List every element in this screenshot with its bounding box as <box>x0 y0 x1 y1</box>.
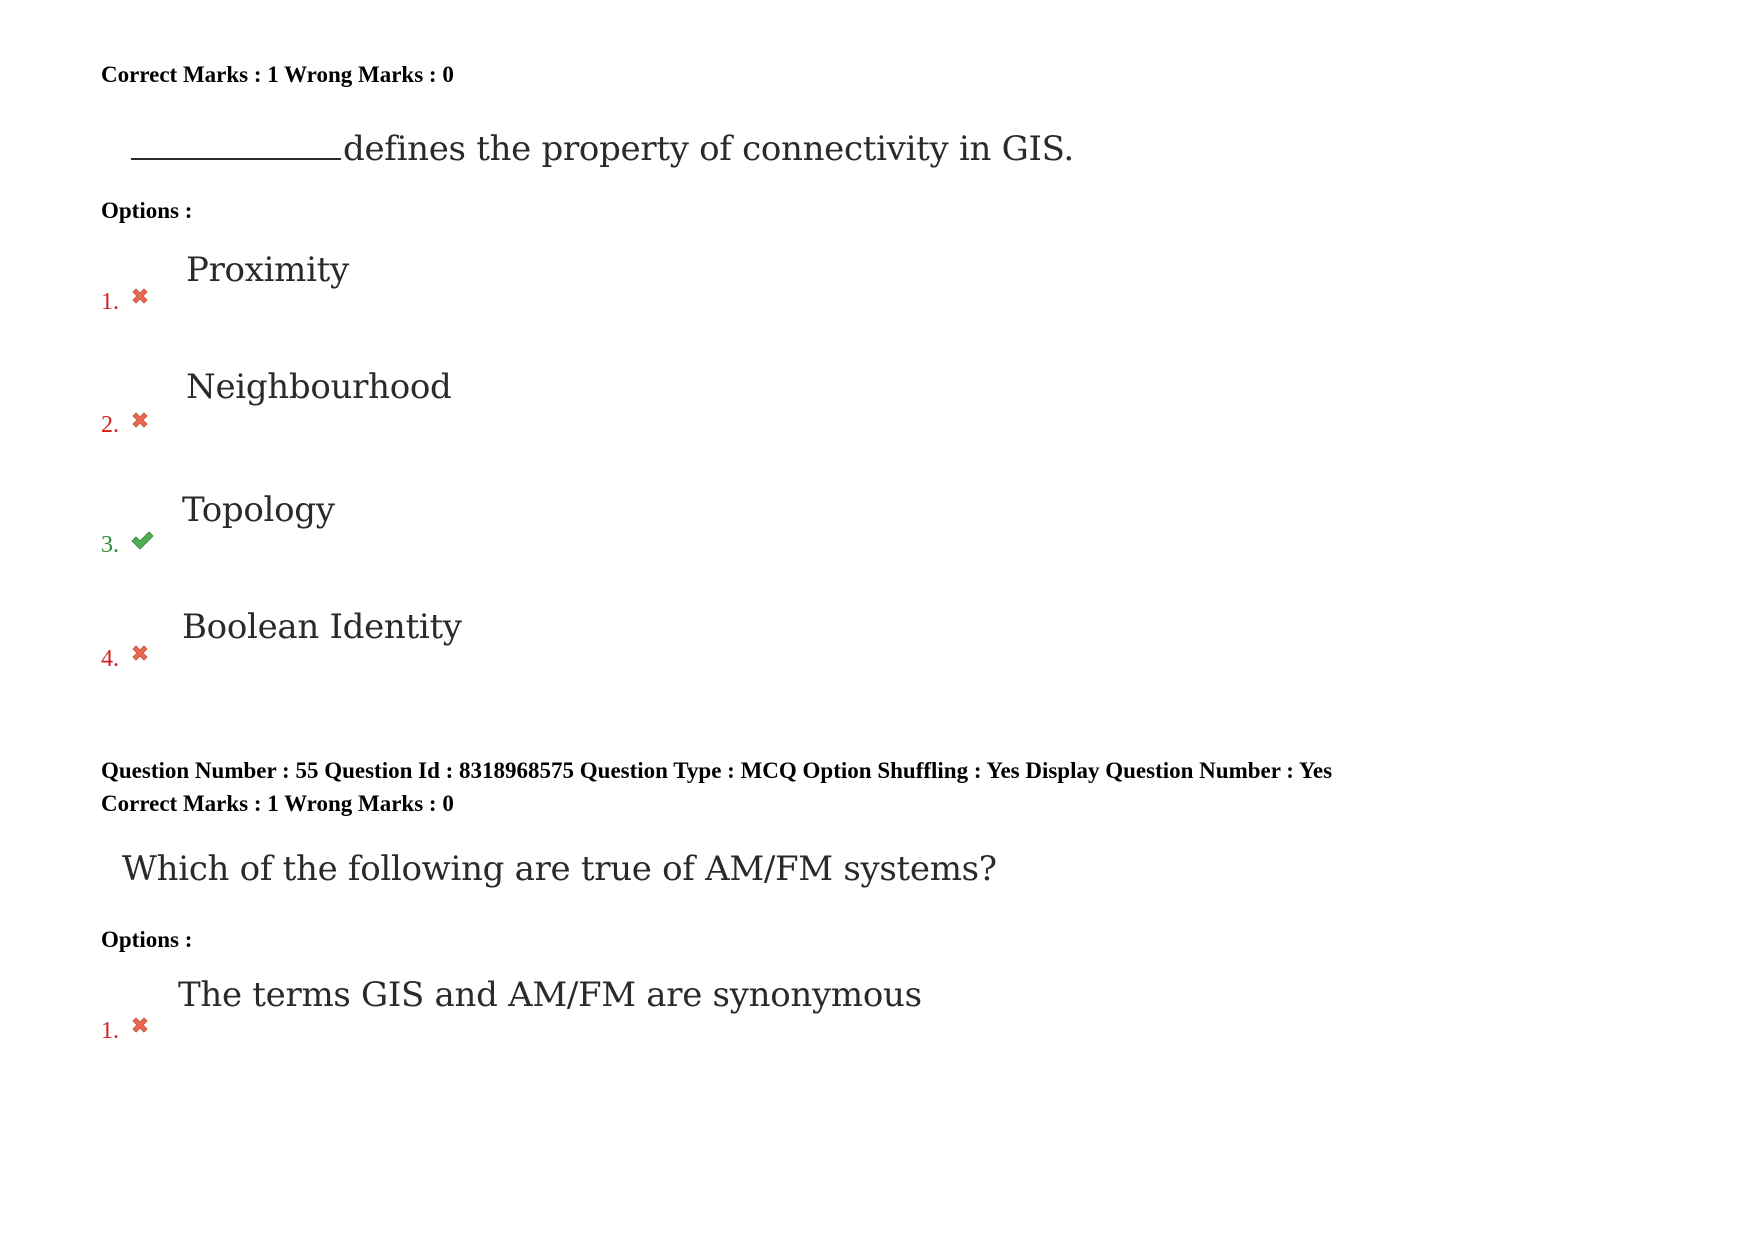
q54-option-2-number: 2. <box>101 412 119 438</box>
q55-option-1-text: The terms GIS and AM/FM are synonymous <box>178 975 922 1015</box>
wrong-cross-icon <box>130 1015 150 1035</box>
q54-option-2-text: Neighbourhood <box>186 367 452 407</box>
wrong-cross-icon <box>130 410 150 430</box>
q54-option-3-text: Topology <box>182 490 335 530</box>
wrong-cross-icon <box>130 643 150 663</box>
q54-option-4-text: Boolean Identity <box>182 607 462 647</box>
q54-options-label: Options : <box>101 198 193 223</box>
answer-blank <box>131 128 341 160</box>
q54-marks: Correct Marks : 1 Wrong Marks : 0 <box>101 62 454 87</box>
q55-header: Question Number : 55 Question Id : 8318968575 Question Type : MCQ Option Shuffling : Yes Display Question Number : Yes <box>101 758 1333 783</box>
q55-options-label: Options : <box>101 927 193 952</box>
q54-option-3-number: 3. <box>101 532 119 558</box>
q54-option-4-number: 4. <box>101 646 119 672</box>
q54-question-text: defines the property of connectivity in GIS. <box>343 129 1074 169</box>
q55-question: Which of the following are true of AM/FM systems? <box>122 849 997 889</box>
q54-question <box>131 128 1074 169</box>
q54-option-1-number: 1. <box>101 289 119 315</box>
q55-option-1-number: 1. <box>101 1018 119 1044</box>
wrong-cross-icon <box>130 286 150 306</box>
q54-option-1-text: Proximity <box>186 250 349 290</box>
q55-marks: Correct Marks : 1 Wrong Marks : 0 <box>101 791 454 816</box>
correct-check-icon <box>130 530 154 550</box>
